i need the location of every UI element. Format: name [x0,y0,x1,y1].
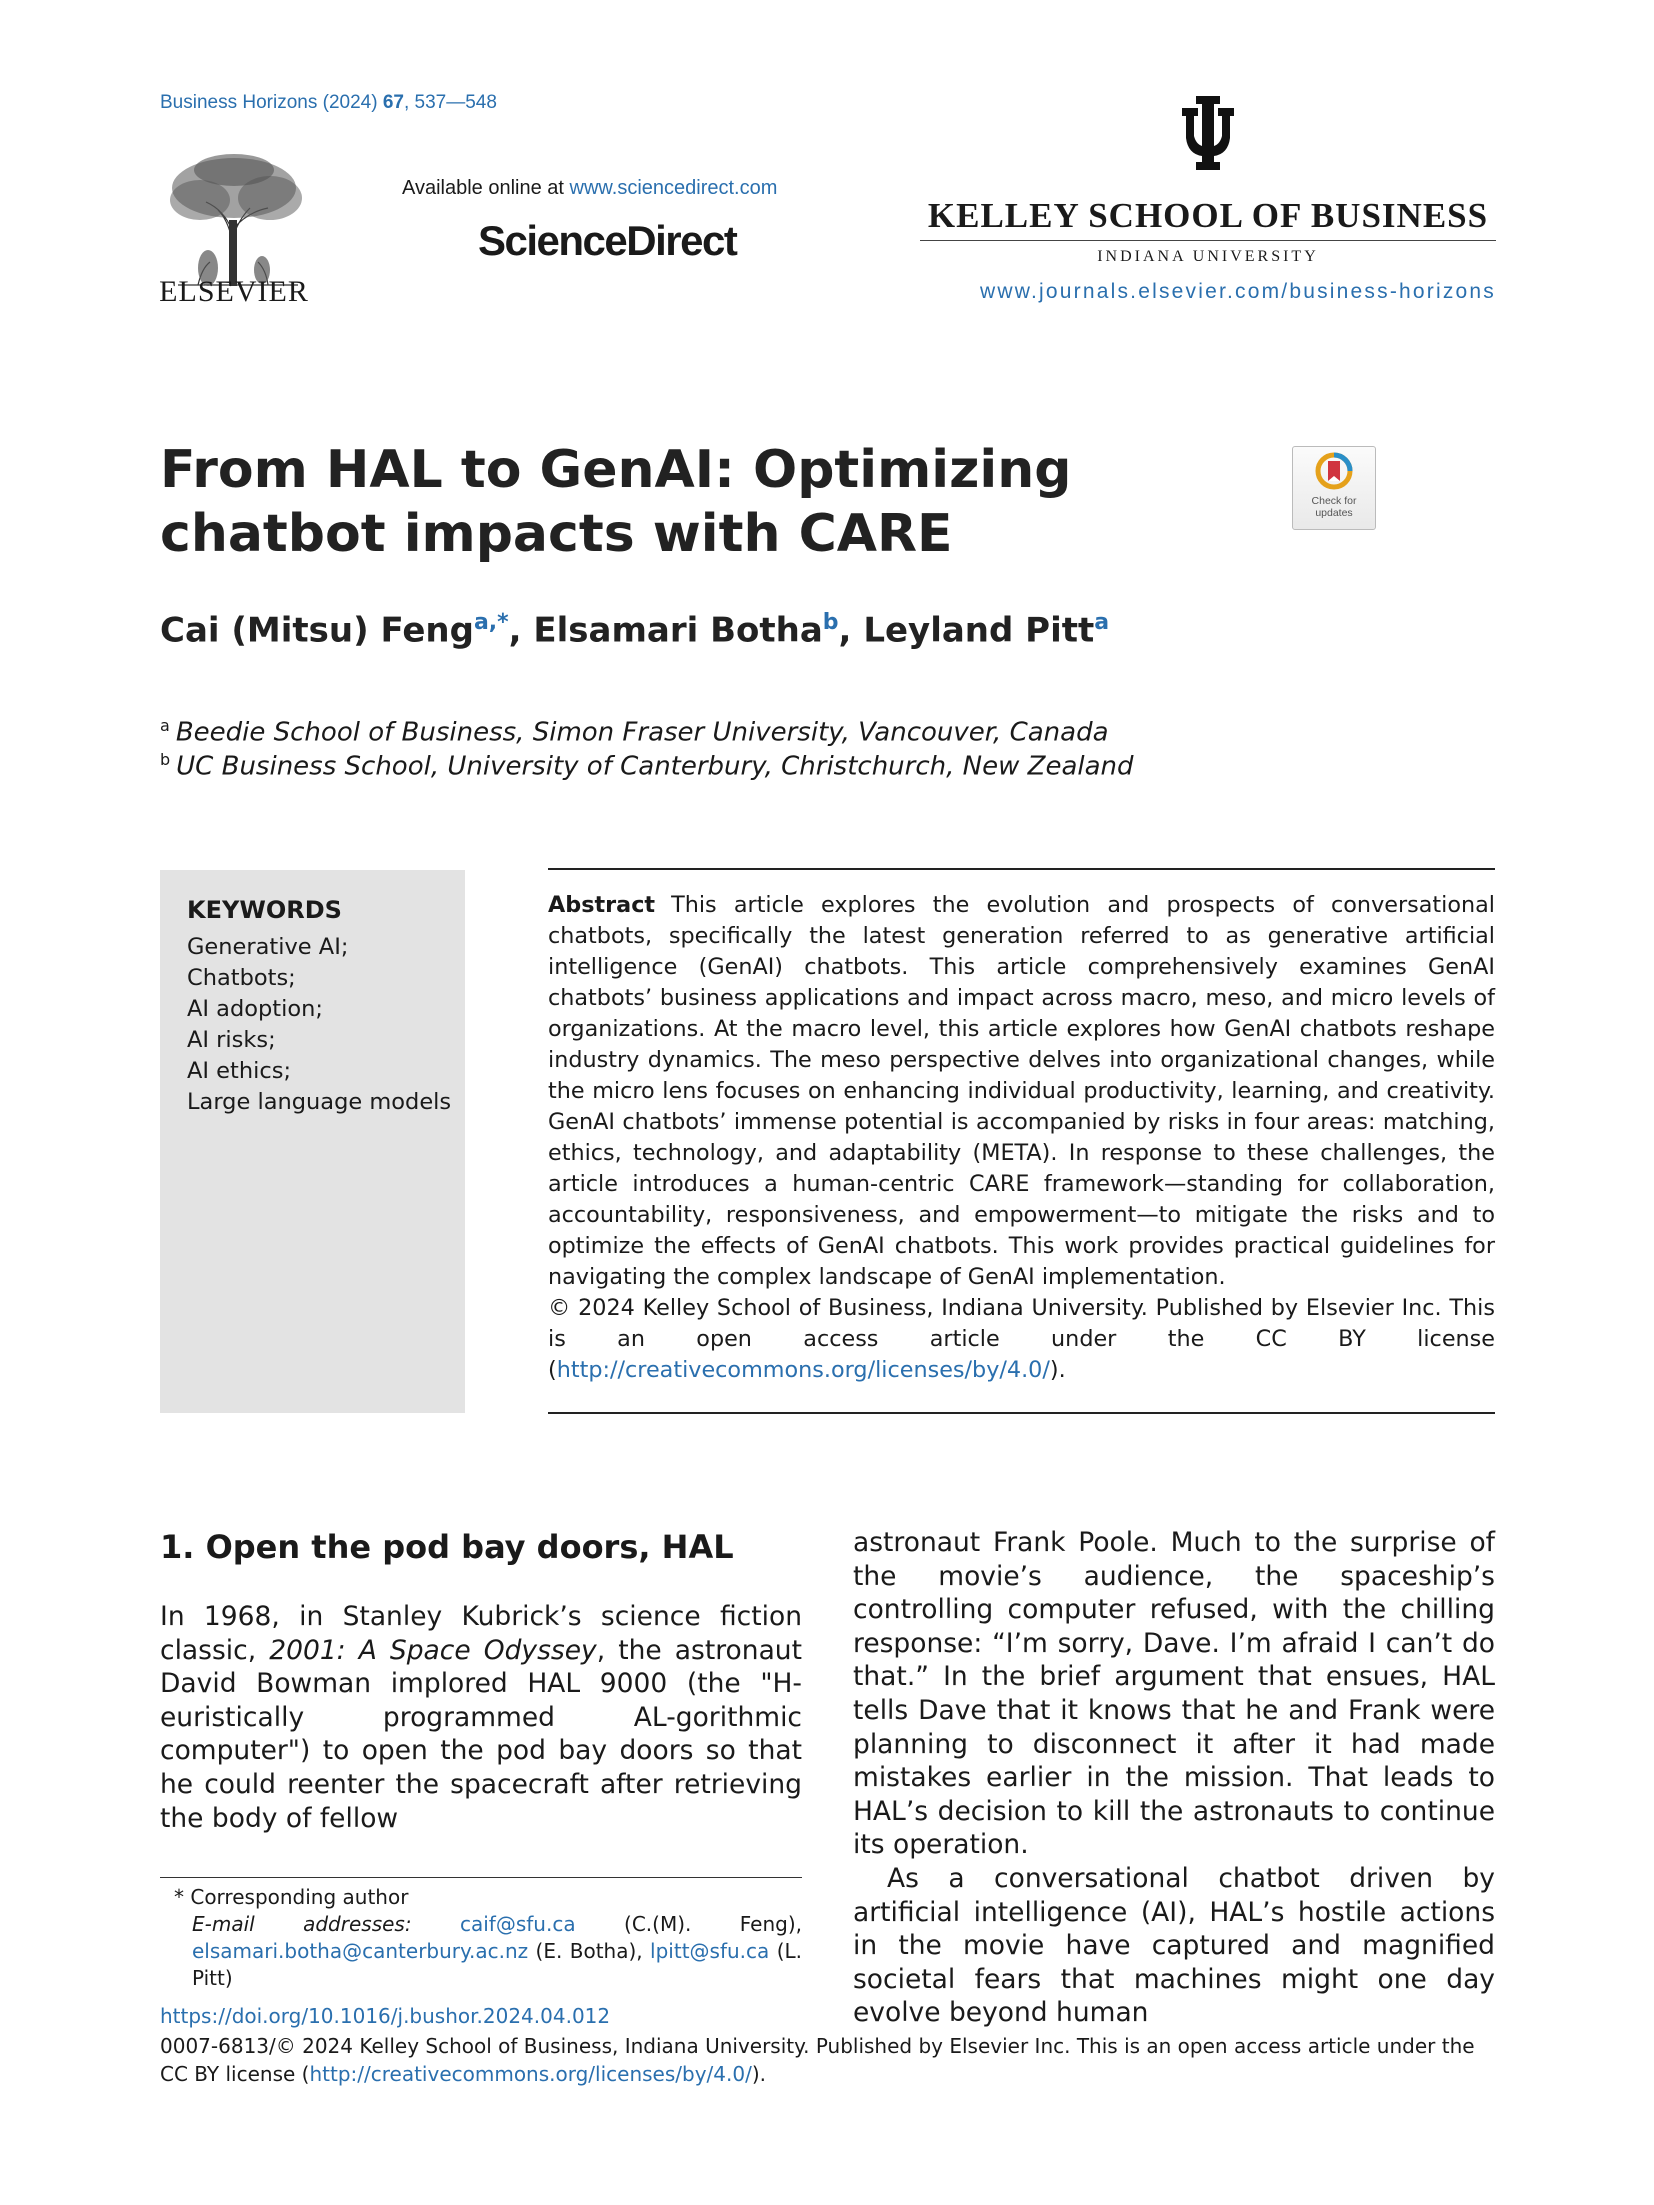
corresponding-author-note: * Corresponding author [174,1885,409,1909]
journal-homepage-link[interactable]: www.journals.elsevier.com/business-horizons [980,280,1496,303]
film-title: 2001: A Space Odyssey [269,1634,597,1666]
affiliation-text: Beedie School of Business, Simon Fraser University, Vancouver, Canada [175,717,1109,748]
abstract-copyright-end: ). [1049,1357,1066,1383]
journal-reference: Business Horizons (2024) 67, 537—548 [160,92,497,113]
body-paragraph: As a conversational chatbot driven by artificial intelligence (AI), HAL’s hostile actions in the movie have captured and magnified societal fears that machines might one day evolve beyond human [853,1862,1495,2029]
keyword-item: AI risks; [187,1027,276,1053]
abstract-label: Abstract [548,892,656,918]
abstract [548,890,1495,1386]
indiana-university-trident-icon [1178,96,1238,170]
email-link[interactable]: caif@sfu.ca [460,1912,576,1936]
email-link[interactable]: elsamari.botha@canterbury.ac.nz [192,1939,529,1963]
email-link[interactable]: lpitt@sfu.ca [650,1939,770,1963]
abstract-top-rule [548,868,1495,870]
footer-copyright-end: ). [751,2062,767,2086]
author-name: Elsamari Botha [533,610,823,651]
indiana-university-subtitle: INDIANA UNIVERSITY [1097,248,1319,265]
author-affiliation-link[interactable]: a [1094,610,1110,635]
journal-volume: 67 [382,92,404,113]
keyword-item: AI ethics; [187,1058,292,1084]
sciencedirect-link[interactable]: www.sciencedirect.com [569,177,778,199]
keywords-box [160,870,465,1413]
author-name: Leyland Pitt [863,610,1095,651]
email-owner: (L. Pitt) [192,1939,803,1990]
body-text: In 1968, in Stanley Kubrick’s science fiction classic, [160,1601,802,1666]
doi-link[interactable]: https://doi.org/10.1016/j.bushor.2024.04.012 [160,2004,611,2028]
available-online-text: Available online at [402,177,564,199]
journal-ref-prefix: Business Horizons (2024) [160,92,378,113]
footer-copyright-text: 0007-6813/© 2024 Kelley School of Business, Indiana University. Published by Elsevier Inc. This is an open access article under the CC BY license ( [160,2034,1475,2086]
keywords-list [187,932,451,1118]
author-affiliation-link[interactable]: a,* [473,610,509,635]
available-online [402,177,777,200]
crossmark-label-line-2: updates [1315,507,1353,519]
body-column-left [160,1600,802,1835]
affiliation [160,750,1134,782]
keyword-item: AI adoption; [187,996,323,1022]
keyword-item: Generative AI; [187,934,349,960]
email-owner: (C.(M). Feng), [624,1912,803,1936]
journal-pages: 537—548 [414,92,497,113]
affiliation-marker: b [160,750,171,769]
footer-copyright [160,2032,1495,2088]
keyword-item: Chatbots; [187,965,296,991]
abstract-bottom-rule [548,1412,1495,1414]
article-title: From HAL to GenAI: Optimizing chatbot impacts with CARE [160,440,1072,564]
email-label: E-mail addresses: [192,1912,412,1936]
keywords-heading: KEYWORDS [187,896,342,924]
crossmark-label [1293,495,1375,519]
email-addresses [160,1911,802,1992]
sciencedirect-logo: ScienceDirect [478,217,737,264]
affiliation [160,716,1109,748]
author-affiliation-link[interactable]: b [822,610,839,635]
abstract-copyright: © 2024 Kelley School of Business, Indiana University. Published by Elsevier Inc. This is an open access article under the CC BY license ( [548,1295,1495,1383]
cc-license-link[interactable]: http://creativecommons.org/licenses/by/4.0/ [556,1357,1050,1383]
kelley-divider [920,240,1496,241]
check-for-updates-button[interactable] [1292,446,1376,530]
footnote-rule [160,1877,802,1878]
kelley-school-title: KELLEY SCHOOL OF BUSINESS [927,196,1489,235]
affiliation-marker: a [160,716,170,735]
author-name: Cai (Mitsu) Feng [160,610,474,651]
elsevier-wordmark: ELSEVIER [159,275,309,308]
body-column-right [853,1526,1495,2030]
email-owner: (E. Botha), [535,1939,643,1963]
affiliation-text: UC Business School, University of Canterbury, Christchurch, New Zealand [176,751,1134,782]
body-paragraph: astronaut Frank Poole. Much to the surprise of the movie’s audience, the spaceship’s controlling computer refused, with the chilling response: “I’m sorry, Dave. I’m afraid I can’t do that.” In the brief argument that ensues, HAL tells Dave that it knows that he and Frank were planning to disconnect it after it had made mistakes earlier in the mission. That leads to HAL’s decision to kill the astronauts to continue its operation. [853,1527,1495,1861]
abstract-text: This article explores the evolution and prospects of conversational chatbots, specifically the latest generation referred to as generative artificial intelligence (GenAI) chatbots. This article comprehensively examines GenAI chatbots’ business applications and impact across macro, meso, and micro levels of organizations. At the macro level, this article explores how GenAI chatbots reshape industry dynamics. The meso perspective delves into organizational changes, while the micro lens focuses on enhancing individual productivity, learning, and creativity. GenAI chatbots’ immense potential is accompanied by risks in four areas: matching, ethics, technology, and adaptability (META). In response to these challenges, the article introduces a human-centric CARE framework—standing for collaboration, accountability, responsiveness, and empowerment—to mitigate the risks and to optimize the effects of GenAI chatbots. This work provides practical guidelines for navigating the complex landscape of GenAI implementation. [548,892,1495,1290]
footnote [160,1884,802,1992]
keyword-item: Large language models [187,1089,452,1115]
footer-license-link[interactable]: http://creativecommons.org/licenses/by/4.0/ [309,2062,752,2086]
author-list: Cai (Mitsu) Feng$^{a,*}$, Elsamari Botha$^b$, Leyland Pitt$^a$ [160,610,1110,651]
body-text: , the astronaut David Bowman implored HAL 9000 (the "H-euristically programmed AL-gorithmic computer") to open the pod bay doors so that he could reenter the spacecraft after retrieving the body of fellow [160,1634,802,1834]
crossmark-label-line-1: Check for [1311,495,1357,507]
section-heading: 1. Open the pod bay doors, HAL [160,1528,734,1566]
crossmark-icon [1293,447,1375,497]
